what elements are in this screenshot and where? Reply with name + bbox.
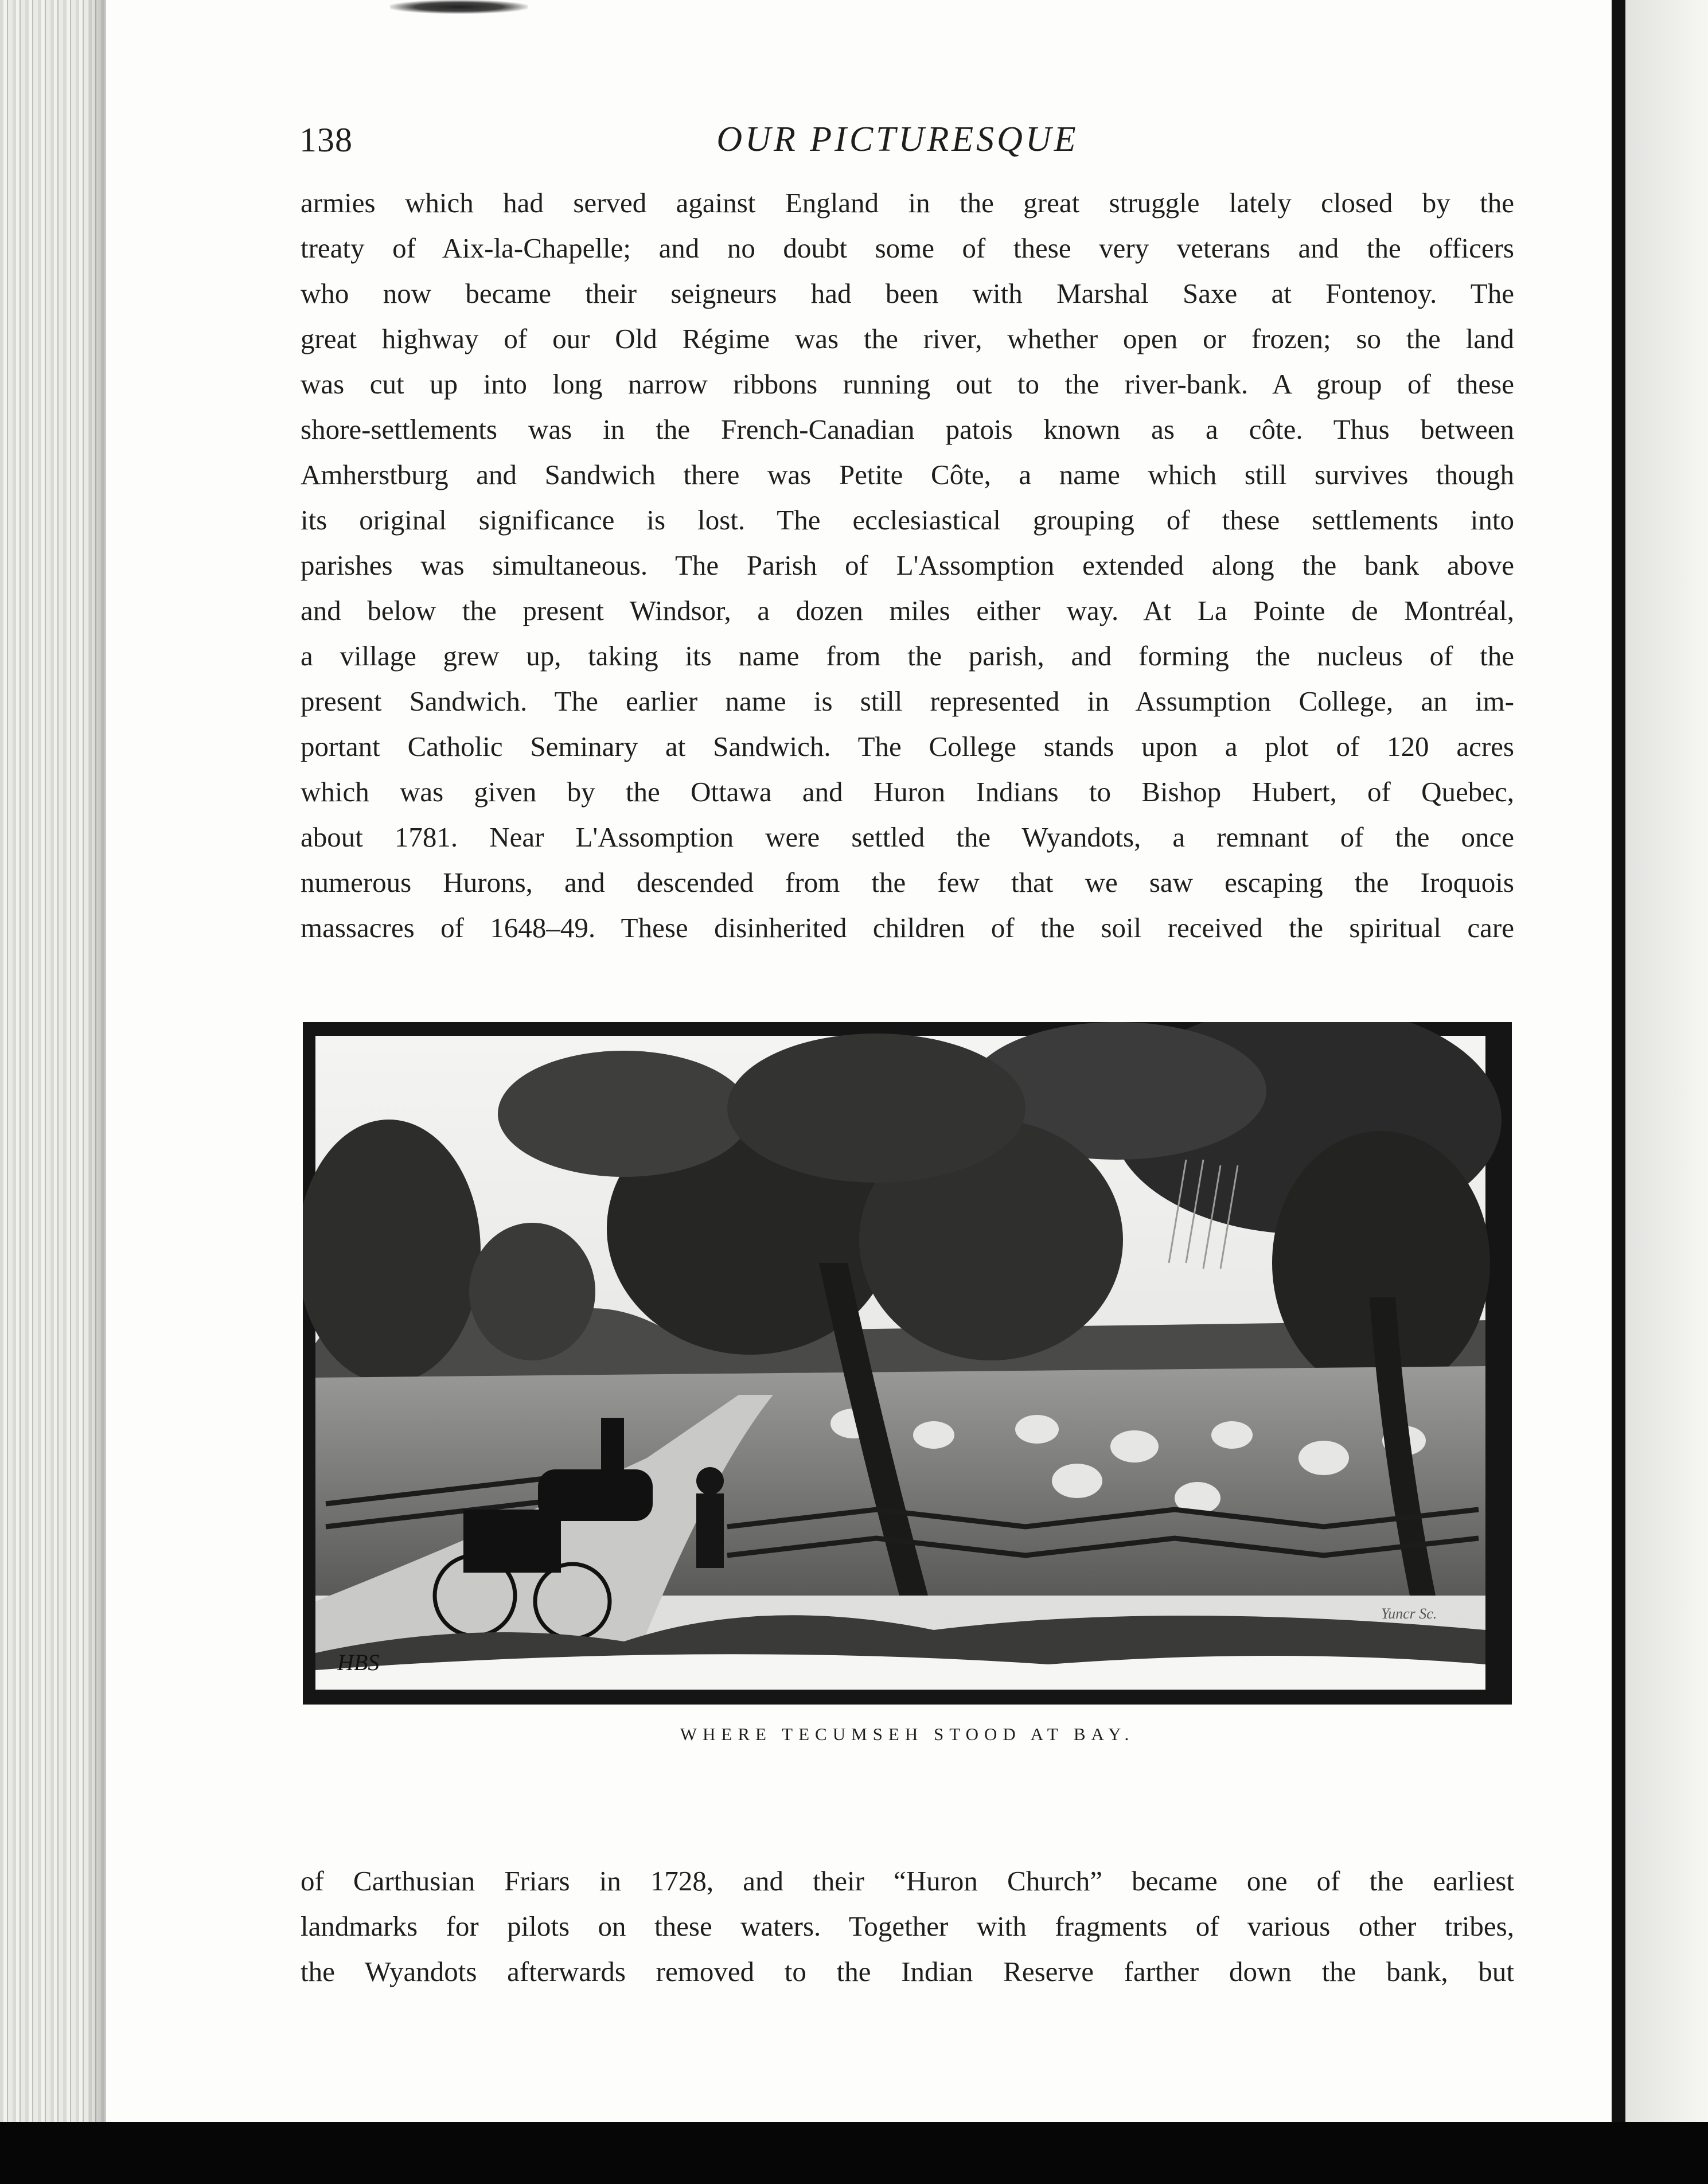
paragraph-top bbox=[301, 180, 1514, 950]
engraver-signature: Yuncr Sc. bbox=[1381, 1605, 1437, 1622]
running-title: OUR PICTURESQUE bbox=[716, 120, 1079, 159]
text-line: and below the present Windsor, a dozen miles either way. At La Pointe de Montréal, bbox=[301, 595, 1514, 626]
text-line: landmarks for pilots on these waters. Together with fragments of various other tribes, bbox=[301, 1910, 1514, 1942]
text-line: numerous Hurons, and descended from the few that we saw escaping the Iroquois bbox=[301, 867, 1514, 898]
text-line: about 1781. Near L'Assomption were settled the Wyandots, a remnant of the once bbox=[301, 821, 1514, 853]
facing-page-edge bbox=[1625, 0, 1708, 2122]
text-line: present Sandwich. The earlier name is still represented in Assumption College, an im- bbox=[301, 685, 1514, 717]
book-page-edges bbox=[0, 0, 106, 2122]
paragraph-bottom bbox=[301, 1858, 1514, 1994]
text-line: Amherstburg and Sandwich there was Petite Côte, a name which still survives though bbox=[301, 459, 1514, 490]
artist-monogram: HBS bbox=[337, 1649, 380, 1675]
text-line: of Carthusian Friars in 1728, and their “Huron Church” became one of the earliest bbox=[301, 1865, 1514, 1897]
text-line: a village grew up, taking its name from the parish, and forming the nucleus of the bbox=[301, 640, 1514, 672]
text-line: which was given by the Ottawa and Huron Indians to Bishop Hubert, of Quebec, bbox=[301, 776, 1514, 808]
illustration-caption: WHERE TECUMSEH STOOD AT BAY. bbox=[680, 1724, 1135, 1744]
text-line: the Wyandots afterwards removed to the Indian Reserve farther down the bank, but bbox=[301, 1956, 1514, 1987]
text-line: was cut up into long narrow ribbons running out to the river-bank. A group of these bbox=[301, 368, 1514, 400]
text-line: treaty of Aix-la-Chapelle; and no doubt some of these very veterans and the officers bbox=[301, 232, 1514, 264]
text-line: armies which had served against England in the great struggle lately closed by the bbox=[301, 187, 1514, 219]
scan-bottom-border bbox=[0, 2122, 1708, 2184]
text-line: massacres of 1648–49. These disinherited children of the soil received the spiritual care bbox=[301, 912, 1514, 943]
ink-smudge bbox=[390, 0, 528, 14]
text-line: who now became their seigneurs had been with Marshal Saxe at Fontenoy. The bbox=[301, 278, 1514, 309]
text-line: great highway of our Old Régime was the river, whether open or frozen; so the land bbox=[301, 323, 1514, 354]
text-line: shore-settlements was in the French-Canadian patois known as a côte. Thus between bbox=[301, 414, 1514, 445]
text-line: portant Catholic Seminary at Sandwich. The College stands upon a plot of 120 acres bbox=[301, 731, 1514, 762]
text-line: parishes was simultaneous. The Parish of L'Assomption extended along the bank above bbox=[301, 549, 1514, 581]
engraving-illustration bbox=[303, 1022, 1512, 1705]
book-gutter-shadow bbox=[1612, 0, 1625, 2122]
page-number: 138 bbox=[299, 121, 353, 159]
text-line: its original significance is lost. The ecclesiastical grouping of these settlements into bbox=[301, 504, 1514, 536]
